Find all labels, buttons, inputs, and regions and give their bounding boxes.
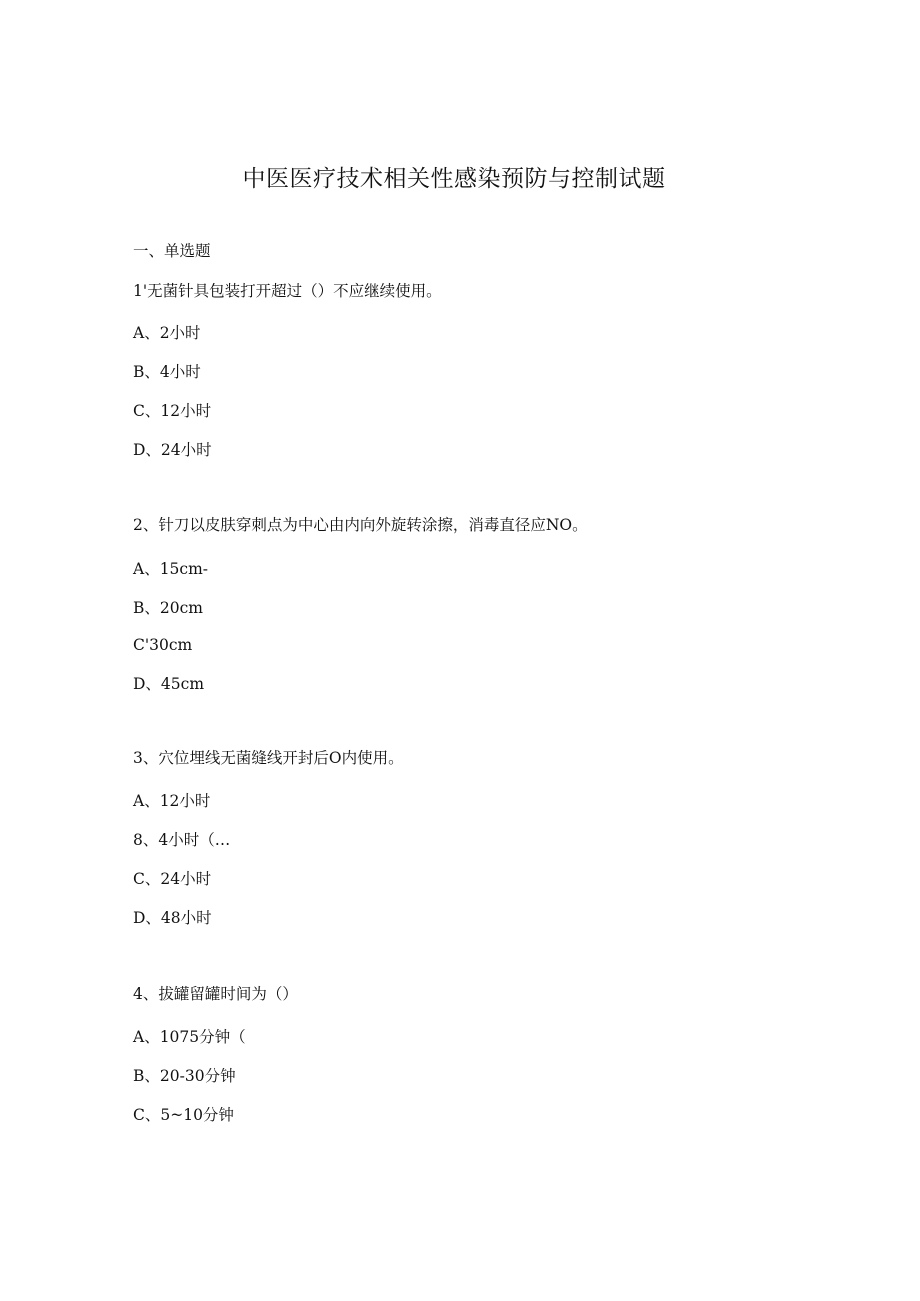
question-4-option-b: B、20-30分钟	[133, 1067, 236, 1085]
question-3-option-d: D、48小时	[133, 909, 212, 927]
question-1-option-c: C、12小时	[133, 402, 212, 420]
question-1-option-a: A、2小时	[133, 324, 201, 342]
question-2-option-d: D、45cm	[133, 675, 205, 693]
question-2-option-a: A、15cm-	[133, 560, 209, 578]
question-1-stem: 1'无菌针具包装打开超过（）不应继续使用。	[133, 282, 442, 300]
document-title: 中医医疗技术相关性感染预防与控制试题	[242, 166, 666, 192]
question-4-option-a: A、1075分钟（	[133, 1028, 246, 1046]
section-heading: 一、单选题	[133, 242, 211, 260]
question-4-stem: 4、拔罐留罐时间为（）	[133, 985, 298, 1003]
question-3-option-c: C、24小时	[133, 870, 212, 888]
question-3-option-b: 8、4小时（…	[133, 831, 231, 849]
question-3-option-a: A、12小时	[133, 792, 211, 810]
question-2-stem: 2、针刀以皮肤穿刺点为中心由内向外旋转涂擦，消毒直径应NO。	[133, 516, 588, 534]
question-3-stem: 3、穴位埋线无菌缝线开封后O内使用。	[133, 749, 404, 767]
question-2-option-c: C'30cm	[133, 636, 193, 654]
question-1-option-b: B、4小时	[133, 363, 201, 381]
question-4-option-c: C、5~10分钟	[133, 1106, 234, 1124]
question-1-option-d: D、24小时	[133, 441, 212, 459]
question-2-option-b: B、20cm	[133, 599, 203, 617]
